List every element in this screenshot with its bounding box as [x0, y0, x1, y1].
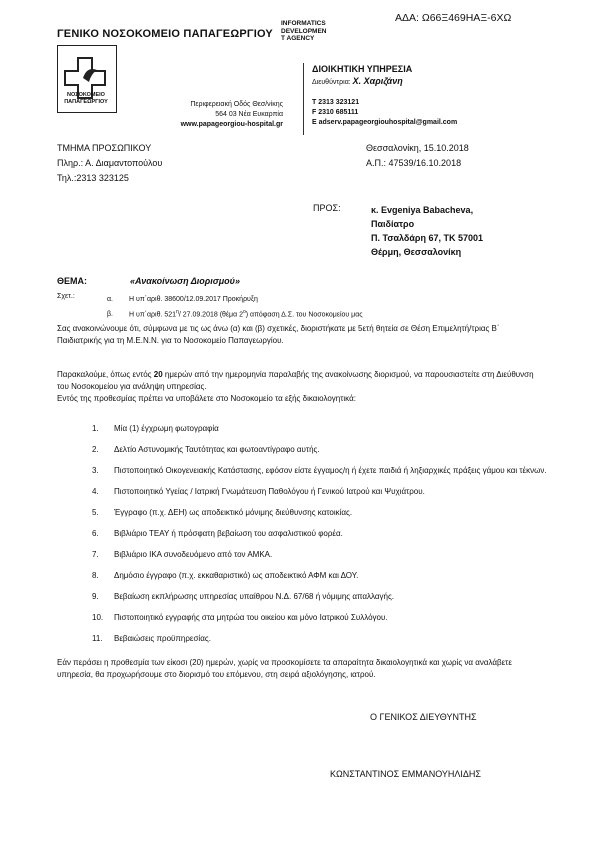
list-text: Πιστοποιητικό εγγραφής στα μητρώα του οικείου και μόνο Ιατρικού Συλλόγου.: [114, 613, 388, 622]
list-number: 6.: [92, 529, 99, 538]
references-list: [107, 293, 363, 321]
list-number: 9.: [92, 592, 99, 601]
logo-text: [64, 92, 108, 105]
contact-email[interactable]: E adserv.papageorgiouhospital@gmail.com: [312, 119, 458, 126]
date-block: [366, 141, 469, 171]
ida-line: INFORMATICS: [281, 20, 326, 27]
recipient-label: ΠΡΟΣ:: [313, 203, 341, 213]
list-number: 3.: [92, 466, 99, 475]
list-text: Δημόσιο έγγραφο (π.χ. εκκαθαριστικό) ως αποδεικτικό ΑΦΜ και ΔΟΥ.: [114, 571, 359, 580]
subject-label: ΘΕΜΑ:: [57, 276, 87, 286]
deadline-days: 20: [153, 370, 163, 379]
reference-text: ) απόφαση Δ.Σ. του Νοσοκομείου μας: [245, 311, 363, 319]
list-item: [92, 507, 552, 518]
logo-text-line: ΝΟΣΟΚΟΜΕΙΟ: [67, 92, 105, 98]
list-item: [92, 549, 552, 560]
paragraph-deadline: [57, 369, 542, 393]
recipient-address: Π. Τσαλδάρη 67, ΤΚ 57001: [371, 233, 484, 243]
admin-service-title: ΔΙΟΙΚΗΤΙΚΗ ΥΠΗΡΕΣΙΑ: [312, 64, 413, 74]
list-number: 2.: [92, 445, 99, 454]
recipient-block: [371, 203, 483, 259]
paragraph-appointment: Σας ανακοινώνουμε ότι, σύμφωνα με τις ως άνω (α) και (β) σχετικές, διοριστήκατε με 5ετή θητεία σε Θέση Επιμελητή/τριας Β΄ Παιδιατρικής για τη Μ.Ε.Ν.Ν. για το Νοσοκομείο Παπαγεωργίου.: [57, 324, 500, 345]
list-item: [92, 612, 552, 623]
reference-text: Η υπ΄αριθ. 521: [129, 311, 177, 319]
hospital-address: [150, 100, 283, 130]
list-item: [92, 570, 552, 581]
director-label: Διευθύντρια:: [312, 79, 351, 86]
list-text: Βιβλιάριο ΙΚΑ συνοδευόμενο από τον ΑΜΚΑ.: [114, 550, 273, 559]
reference-mark: α.: [107, 296, 113, 303]
list-number: 4.: [92, 487, 99, 496]
logo-text-line: ΠΑΠΑΓΕΩΡΓΙΟΥ: [64, 98, 108, 105]
reference-text: Η υπ΄αριθ. 38600/12.09.2017 Προκήρυξη: [129, 296, 258, 303]
list-number: 11.: [92, 634, 103, 643]
list-text: Πιστοποιητικό Οικογενειακής Κατάστασης, εφόσον είστε έγγαμος/η ή έχετε παιδιά ή ληξιαρχικές πράξεις γάμου και τέκνων.: [114, 466, 547, 475]
list-number: 5.: [92, 508, 99, 517]
list-number: 8.: [92, 571, 99, 580]
references-label: Σχετ.:: [57, 293, 75, 300]
reference-text: / 27.09.2018 (θέμα 2: [178, 311, 243, 319]
signature-title: Ο ΓΕΝΙΚΟΣ ΔΙΕΥΘΥΝΤΗΣ: [370, 712, 477, 722]
list-item: [92, 465, 552, 476]
list-text: Δελτίο Αστυνομικής Ταυτότητας και φωτοαντίγραφο αυτής.: [114, 445, 320, 454]
place-date: Θεσσαλονίκη, 15.10.2018: [366, 143, 469, 153]
ada-code: ΑΔΑ: Ω66Ξ469ΗΑΞ-6ΧΩ: [395, 12, 512, 24]
requirements-list: [92, 423, 552, 644]
list-item: [92, 528, 552, 539]
address-line: 564 03 Νέα Ευκαρπία: [215, 111, 283, 118]
director-line: [312, 76, 403, 86]
recipient-name: κ. Evgeniya Babacheva,: [371, 205, 474, 215]
reference-sup: ο: [242, 309, 246, 315]
contact-fax: F 2310 685111: [312, 109, 359, 116]
ida-block: [281, 20, 327, 43]
reference-sup: η: [176, 309, 179, 315]
address-line: Περιφερειακή Οδός Θεσ/νίκης: [190, 101, 283, 108]
signature-name: ΚΩΝΣΤΑΝΤΙΝΟΣ ΕΜΜΑΝΟΥΗΛΙΔΗΣ: [330, 769, 481, 779]
list-number: 7.: [92, 550, 99, 559]
list-text: Μία (1) έγχρωμη φωτογραφία: [114, 424, 219, 433]
info-contact: Πληρ.: Α. Διαμαντοπούλου: [57, 158, 163, 168]
recipient-title: Παιδίατρο: [371, 219, 415, 229]
contact-block: [312, 98, 457, 128]
list-item: [92, 423, 552, 434]
list-text: Βεβαιώσεις προϋπηρεσίας.: [114, 634, 211, 643]
list-text: Έγγραφο (π.χ. ΔΕΗ) ως αποδεικτικό μόνιμης διεύθυνσης κατοικίας.: [114, 508, 353, 517]
website-link[interactable]: www.papageorgiou-hospital.gr: [180, 121, 283, 128]
reference-mark: β.: [107, 311, 113, 319]
ida-line: DEVELOPMEN: [281, 27, 327, 35]
list-text: Βεβαίωση εκπλήρωσης υπηρεσίας υπαίθρου Ν.Δ. 67/68 ή νόμιμης απαλλαγής.: [114, 592, 395, 601]
list-item: [92, 633, 552, 644]
header-divider: [303, 63, 304, 135]
recipient-city: Θέρμη, Θεσσαλονίκη: [371, 247, 462, 257]
department: ΤΜΗΜΑ ΠΡΟΣΩΠΙΚΟΥ: [57, 143, 152, 153]
list-item: [92, 486, 552, 497]
list-number: 10.: [92, 613, 104, 622]
sender-phone: Τηλ.:2313 323125: [57, 173, 129, 183]
list-item: [92, 591, 552, 602]
paragraph-text: ημερών από την ημερομηνία παραλαβής της ανακοίνωσης διορισμού, να παρουσιαστείτε στη Διεύθυνση του Νοσοκομείου για ανάληψη υπηρεσίας.: [57, 370, 534, 391]
sender-block: [57, 141, 162, 186]
protocol-number: Α.Π.: 47539/16.10.2018: [366, 158, 462, 168]
contact-phone: T 2313 323121: [312, 99, 360, 106]
list-number: 1.: [92, 424, 99, 433]
paragraph-text: Παρακαλούμε, όπως εντός: [57, 370, 152, 379]
hospital-title: ΓΕΝΙΚΟ ΝΟΣΟΚΟΜΕΙΟ ΠΑΠΑΓΕΩΡΓΙΟΥ: [57, 28, 273, 40]
reference-item: [107, 293, 363, 306]
paragraph-closing: Εάν περάσει η προθεσμία των είκοσι (20) ημερών, χωρίς να προσκομίσετε τα απαραίτητα δικαιολογητικά και χωρίς να αναλάβετε υπηρεσία, θα προχωρήσουμε στο διορισμό του επόμενου, στη σειρά αξιολόγησης, ιατρού.: [57, 658, 512, 679]
list-text: Βιβλιάριο ΤΕΑΥ ή πρόσφατη βεβαίωση του ασφαλιστικού φορέα.: [114, 529, 343, 538]
paragraph-documents-intro: Εντός της προθεσμίας πρέπει να υποβάλετε στο Νοσοκομείο τα εξής δικαιολογητικά:: [57, 394, 356, 403]
list-text: Πιστοποιητικό Υγείας / Ιατρική Γνωμάτευση Παθολόγου ή Γενικού Ιατρού και Ψυχιάτρου.: [114, 487, 425, 496]
ida-line: T AGENCY: [281, 35, 315, 42]
reference-item: [107, 306, 363, 321]
director-name: Χ. Χαριζάνη: [352, 76, 403, 86]
list-item: [92, 444, 552, 455]
subject-value: «Ανακοίνωση Διορισμού»: [130, 276, 240, 286]
